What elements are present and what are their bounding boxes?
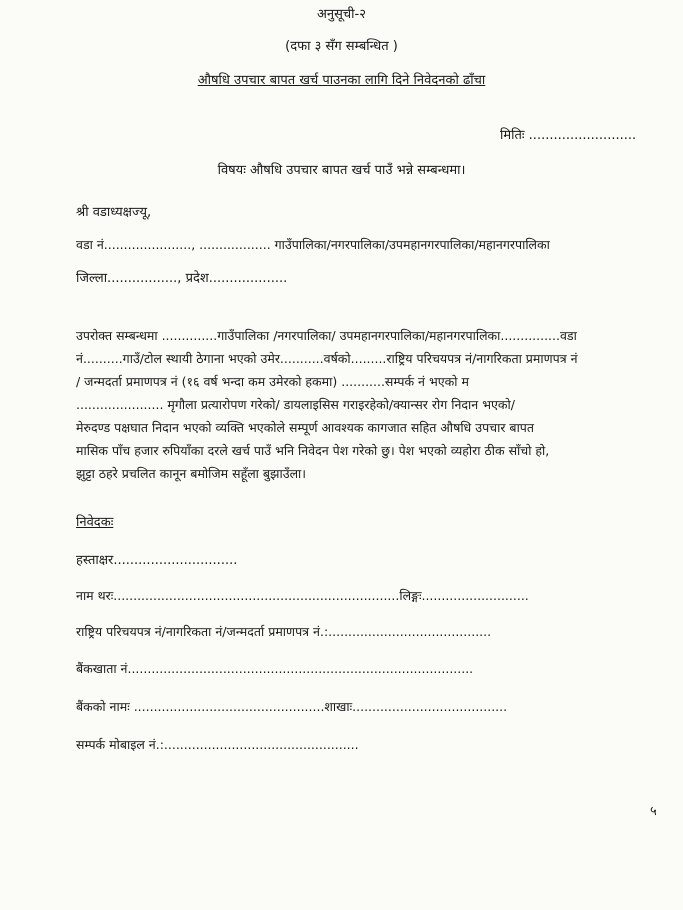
schedule-heading: अनुसूची-२ <box>316 7 366 22</box>
page-number: ५ <box>650 804 657 819</box>
body-line: मेरुदण्ड पक्षघात निदान भएको व्यक्ति भएकोले सम्पूर्ण आवश्यक कागजात सहित औषधि उपचार बापत <box>76 420 535 435</box>
name-gender-line: नाम थरः........................................................................लिङ्गः........................... <box>76 588 529 603</box>
applicant-heading: निवेदकः <box>76 515 114 530</box>
section-reference: (दफा ३ सँग सम्बन्धित ) <box>285 39 398 54</box>
bank-name-branch-line: बैंकको नामः ................................................शाखाः....................................... <box>76 699 508 714</box>
subject-line: विषयः औषधि उपचार बापत खर्च पाउँ भन्ने सम्बन्धमा। <box>217 163 466 178</box>
body-line: ...................... मृगौला प्रत्यारोपण गरेको/ डायलाइसिस गराइरहेको/क्यान्सर रोग निदान भएको/ <box>76 397 515 412</box>
body-line: मासिक पाँच हजार रुपियाँका दरले खर्च पाउँ भनि निवेदन पेश गरेको छु। पेश भएको व्यहोरा ठीक साँचो हो, <box>76 443 550 458</box>
body-line: झुट्टा ठहरे प्रचलित कानून बमोजिम सहूँला बुझाउँला। <box>76 466 307 481</box>
application-body <box>76 324 656 485</box>
ward-municipality-line: वडा नं......................, .................. गाउँपालिका/नगरपालिका/उपमहानगरपालिका/महानगरपालिका <box>76 237 550 252</box>
date-line: मितिः .......................... <box>500 128 637 143</box>
bank-account-line: बैंकखाता नं....................................................................................... <box>76 661 474 676</box>
addressee: श्री वडाध्यक्षज्यू, <box>76 205 152 220</box>
mobile-number-line: सम्पर्क मोबाइल नं.:................................................. <box>76 737 359 752</box>
signature-line: हस्ताक्षर.............................. <box>76 553 238 568</box>
body-line: / जन्मदर्ता प्रमाणपत्र नं (१६ वर्ष भन्दा कम उमेरको हकमा) ...........सम्पर्क नं भएको म <box>76 374 469 389</box>
id-number-line: राष्ट्रिय परिचयपत्र नं/नागरिकता नं/जन्मदर्ता प्रमाणपत्र नं.:......................................... <box>76 624 492 639</box>
district-province-line: जिल्ला................., प्रदेश................... <box>76 271 288 286</box>
body-line: नं..........गाउँ/टोल स्थायी ठेगाना भएको उमेर...........वर्षको.........राष्ट्रिय परिचयपत्र नं/नागरिकता प्रमाणपत्र नं <box>76 351 578 366</box>
body-line: उपरोक्त सम्बन्धमा ..............गाउँपालिका /नगरपालिका/ उपमहानगरपालिका/महानगरपालिका...............वडा <box>76 328 577 343</box>
form-title: औषधि उपचार बापत खर्च पाउनका लागि दिने निवेदनको ढाँचा <box>197 73 486 88</box>
